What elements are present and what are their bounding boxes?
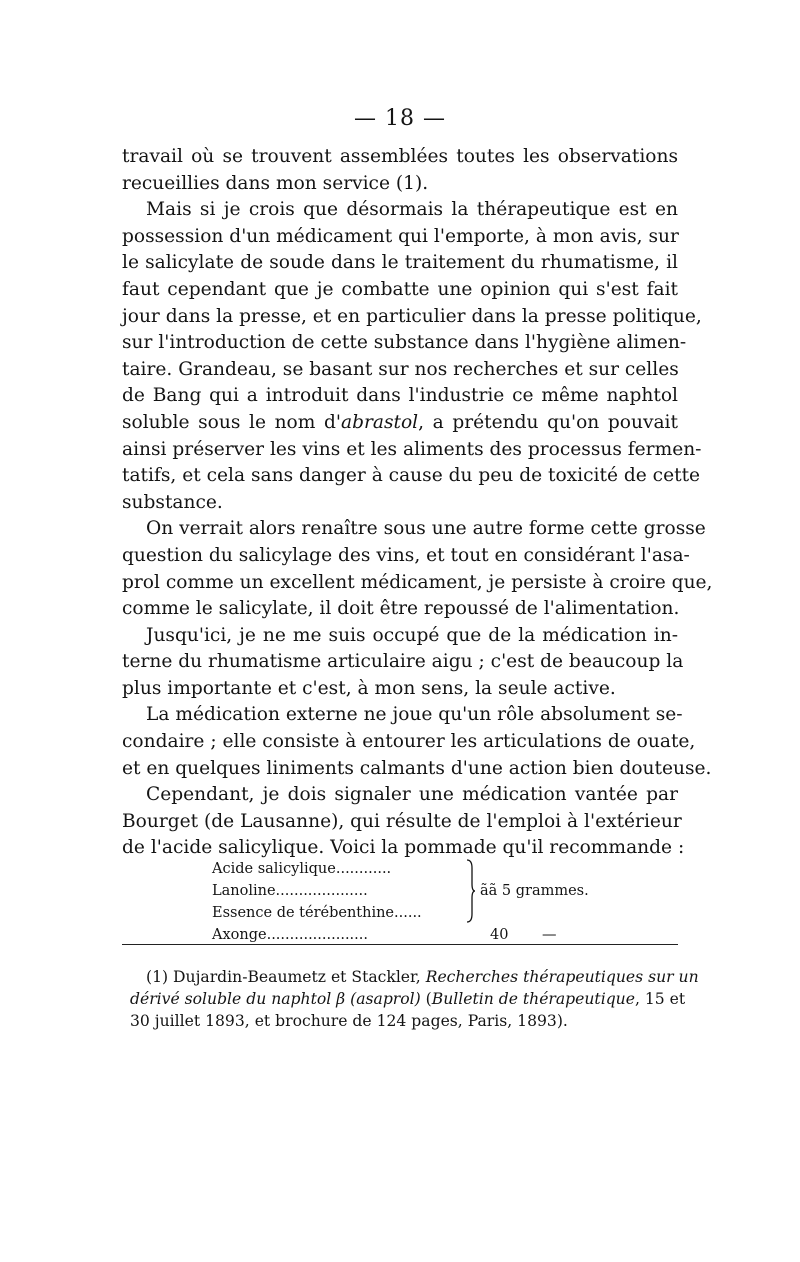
ingredient-name: Essence de térébenthine — [212, 905, 395, 921]
formula-row — [212, 902, 632, 924]
text-line: Mais si je crois que désormais la thérapeutique est en — [146, 199, 678, 221]
text-line: Cependant, je dois signaler une médication vantée par — [146, 784, 678, 806]
leader-dots: .................... — [275, 883, 368, 899]
text-line: et en quelques liniments calmants d'une action bien douteuse. — [122, 757, 712, 779]
axonge-amount: 40 — [490, 927, 509, 943]
footnote-segment: , 15 et — [634, 990, 686, 1008]
formula-row — [212, 858, 632, 880]
footnote-line — [130, 1010, 678, 1032]
text-line: substance. — [122, 491, 223, 513]
footnote-italic-segment: dérivé soluble du naphtol β (asaprol) — [130, 990, 421, 1008]
text-segment: , a prétendu qu'on pouvait — [418, 411, 678, 433]
text-line: On verrait alors renaître sous une autre forme cette grosse — [146, 518, 706, 540]
footnote-line — [130, 966, 699, 988]
leader-dots: ...... — [394, 905, 422, 921]
text-line: tatifs, et cela sans danger à cause du peu de toxicité de cette — [122, 465, 701, 487]
text-line: le salicylate de soude dans le traitement du rhumatisme, il — [122, 252, 678, 274]
curly-brace — [465, 858, 475, 924]
text-line: comme le salicylate, il doit être repoussé de l'alimentation. — [122, 598, 680, 620]
text-line: ainsi préserver les vins et les aliments des processus fermen- — [122, 438, 702, 460]
leader-dots: ...................... — [266, 927, 368, 943]
italic-term: abrastol — [341, 411, 419, 433]
axonge-unit: — — [542, 927, 557, 943]
text-line: sur l'introduction de cette substance dans l'hygiène alimen- — [122, 332, 687, 354]
text-line: de Bang qui a introduit dans l'industrie ce même naphtol — [122, 385, 678, 407]
leader-dots: ............ — [335, 861, 392, 877]
footnote-line — [130, 988, 686, 1010]
footnote-divider — [122, 944, 678, 945]
footnote-segment: ( — [420, 990, 432, 1008]
footnote-italic-segment: Bulletin de thérapeutique — [431, 990, 635, 1008]
text-line: terne du rhumatisme articulaire aigu ; c'est de beaucoup la — [122, 651, 684, 673]
text-line: condaire ; elle consiste à entourer les articulations de ouate, — [122, 731, 696, 753]
text-segment: soluble sous le nom d' — [122, 411, 342, 433]
text-line: de l'acide salicylique. Voici la pommade qu'il recommande : — [122, 837, 685, 859]
footnote-segment: 30 juillet 1893, et brochure de 124 pages, Paris, 1893). — [130, 1012, 568, 1030]
group-dose: ãã 5 grammes. — [480, 883, 589, 899]
text-line: Bourget (de Lausanne), qui résulte de l'emploi à l'extérieur — [122, 810, 682, 832]
formula-row — [212, 924, 632, 946]
page-number: — 18 — — [354, 106, 446, 131]
ingredient-name: Acide salicylique — [212, 861, 336, 877]
body-text — [122, 144, 713, 862]
footnote-italic-segment: Recherches thérapeutiques sur un — [425, 968, 699, 986]
text-line: travail où se trouvent assemblées toutes les observations — [122, 146, 678, 167]
text-line: recueillies dans mon service (1). — [122, 172, 429, 194]
text-line: question du salicylage des vins, et tout en considérant l'asa- — [122, 544, 690, 566]
text-line — [122, 410, 678, 437]
text-line: prol comme un excellent médicament, je persiste à croire que, — [122, 571, 713, 593]
ointment-formula — [212, 858, 632, 946]
ingredient-name: Axonge — [212, 927, 267, 943]
footnote-segment: (1) Dujardin-Beaumetz et Stackler, — [146, 968, 426, 986]
text-line: plus importante et c'est, à mon sens, la seule active. — [122, 677, 616, 699]
ingredient-name: Lanoline — [212, 883, 276, 899]
text-line: faut cependant que je combatte une opinion qui s'est fait — [122, 278, 678, 300]
text-line: jour dans la presse, et en particulier dans la presse politique, — [122, 305, 702, 327]
text-line: La médication externe ne joue qu'un rôle absolument se- — [146, 704, 683, 726]
text-line: possession d'un médicament qui l'emporte, à mon avis, sur — [122, 225, 679, 247]
text-line: Jusqu'ici, je ne me suis occupé que de la médication in- — [146, 624, 678, 646]
text-line: taire. Grandeau, se basant sur nos recherches et sur celles — [122, 358, 679, 380]
footnote — [130, 966, 699, 1032]
